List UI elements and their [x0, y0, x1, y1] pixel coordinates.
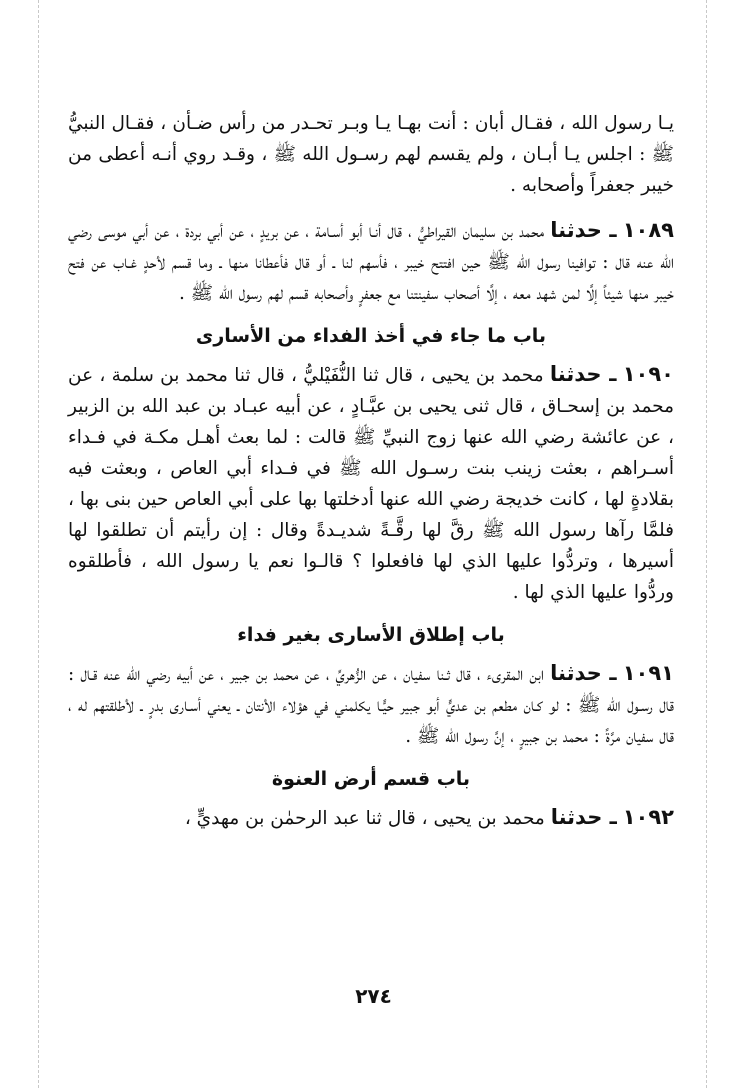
hadith-1092: ١٠٩٢ ـ حدثنا محمد بن يحيى ، قال ثنا عبد الرحمٰن بن مهديٍّ ،	[184, 805, 674, 829]
text-column	[68, 108, 674, 834]
hadith-number: ١٠٩٢	[622, 805, 674, 829]
hadith-text: محمد بن يحيى ، قال ثنا عبد الرحمٰن بن مهديٍّ ،	[184, 808, 545, 829]
hadith-text: محمد بن يحيى ، قال ثنا النُّفَيْليُّ ، قال ثنا محمد بن سلمة ، عن محمد بن إسحـاق ، قال ثنى يحيى بن عبَّـادٍ ، عن أبيه عبـاد بن عبد الله بن الزبير ، عن عائشة رضي الله عنها زوج النبيِّ ﷺ قالت : لما بعث أهـل مكـة في فـداء أسـراهم ، بعثت زينب بنت رسـول الله ﷺ في فـداء أبي العاص ، وبعثت فيه بقلادةٍ لها ، كانت خديجة رضي الله عنها أدخلتها بها على أبي العاص حين بنى بها ، فلمَّا رآها رسول الله ﷺ رقَّ لها رقَّـةً شديـدةً وقال : إن رأيتم أن تطلقوا لها أسيرها ، وتردُّوا عليها الذي لها فافعلوا ؟ قالـوا نعم يا رسول الله ، فأطلقوه وردُّوا عليها الذي لها .	[68, 365, 674, 603]
paragraph-text: يـا رسول الله ، فقـال أبان : أنت بهـا يـا وبـر تحـدر من رأس ضـأن ، فقـال النبيُّ ﷺ : اجلس يـا أبـان ، ولم يقسم لهم رسـول الله ﷺ ، وقـد روي أنـه أعطى من خيبر جعفراً وأصحابه .	[68, 113, 674, 196]
margin-guide-left	[38, 0, 39, 1088]
chapter-heading: باب ما جاء في أخذ الفداء من الأسارى	[195, 325, 547, 347]
hadith-text: ابن المقرىء ، قال ثـنا سفيان ، عن الزُّهريِّ ، عن محمد بن جبير ، عن أبيه رضي الله عنه قـال : قال رسـول الله ﷺ : لو كـان مطعم بن عديٍّ أبو جبير حيًّـا يكلمني في هؤلاء الأنتان ـ يعني أسـارى بدرٍ ـ لأطلقتهم له ، قال سفيان مرَّةً : محمد بن جبيرٍ ، إنَّ رسول الله ﷺ .	[68, 664, 674, 747]
hadith-lead: حدثنا	[550, 661, 602, 685]
hadith-1091: ١٠٩١ ـ حدثنا ابن المقرىء ، قال ثـنا سفيان ، عن الزُّهريِّ ، عن محمد بن جبير ، عن أبيه رضي الله عنه قـال : قال رسـول الله ﷺ : لو كـان مطعم بن عديٍّ أبو جبير حيًّـا يكلمني في هؤلاء الأنتان ـ يعني أسـارى بدرٍ ـ لأطلقتهم له ، قال سفيان مرَّةً : محمد بن جبيرٍ ، إنَّ رسول الله ﷺ .	[68, 661, 674, 747]
page-number: ٢٧٤	[355, 984, 392, 1008]
hadith-number: ١٠٨٩	[622, 218, 674, 242]
margin-guide-right	[706, 0, 707, 1088]
paragraph-continuation	[68, 108, 674, 201]
hadith-lead: حدثنا	[550, 218, 602, 242]
hadith-number: ١٠٩١	[622, 661, 674, 685]
hadith-1089: ١٠٨٩ ـ حدثنا محمد بن سليمان القيراطيُّ ، قال أنـا أبو أسـامة ، عن بريدٍ ، عن أبي بردة ، عن أبي موسى رضي الله عنه قال : توافينا رسول الله ﷺ حين افتتح خيبر ، فأسهم لنا ـ أو قال فأعطانا منها ـ وما قسم لأحدٍ غـاب عن فتح خيبر منها شيئاً إلَّا لمن شهد معه ، إلَّا أصحاب سفينتنا مع جعفرٍ وأصحابه قسم لهم رسول الله ﷺ .	[68, 218, 674, 304]
chapter-heading: باب إطلاق الأسارى بغير فداء	[237, 624, 505, 646]
hadith-number: ١٠٩٠	[622, 362, 674, 386]
hadith-1090: ١٠٩٠ ـ حدثنا محمد بن يحيى ، قال ثنا النُّفَيْليُّ ، قال ثنا محمد بن سلمة ، عن محمد بن إسحـاق ، قال ثنى يحيى بن عبَّـادٍ ، عن أبيه عبـاد بن عبد الله بن الزبير ، عن عائشة رضي الله عنها زوج النبيِّ ﷺ قالت : لما بعث أهـل مكـة في فـداء أسـراهم ، بعثت زينب بنت رسـول الله ﷺ في فـداء أبي العاص ، وبعثت فيه بقلادةٍ لها ، كانت خديجة رضي الله عنها أدخلتها بها على أبي العاص حين بنى بها ، فلمَّا رآها رسول الله ﷺ رقَّ لها رقَّـةً شديـدةً وقال : إن رأيتم أن تطلقوا لها أسيرها ، وتردُّوا عليها الذي لها فافعلوا ؟ قالـوا نعم يا رسول الله ، فأطلقوه وردُّوا عليها الذي لها .	[68, 362, 674, 603]
hadith-lead: حدثنا	[550, 805, 603, 829]
hadith-text: محمد بن سليمان القيراطيُّ ، قال أنـا أبو أسـامة ، عن بريدٍ ، عن أبي بردة ، عن أبي موسى رضي الله عنه قال : توافينا رسول الله ﷺ حين افتتح خيبر ، فأسهم لنا ـ أو قال فأعطانا منها ـ وما قسم لأحدٍ غـاب عن فتح خيبر منها شيئاً إلَّا لمن شهد معه ، إلَّا أصحاب سفينتنا مع جعفرٍ وأصحابه قسم لهم رسول الله ﷺ .	[68, 221, 674, 304]
hadith-lead: حدثنا	[549, 362, 602, 386]
chapter-heading: باب قسم أرض العنوة	[271, 768, 471, 790]
